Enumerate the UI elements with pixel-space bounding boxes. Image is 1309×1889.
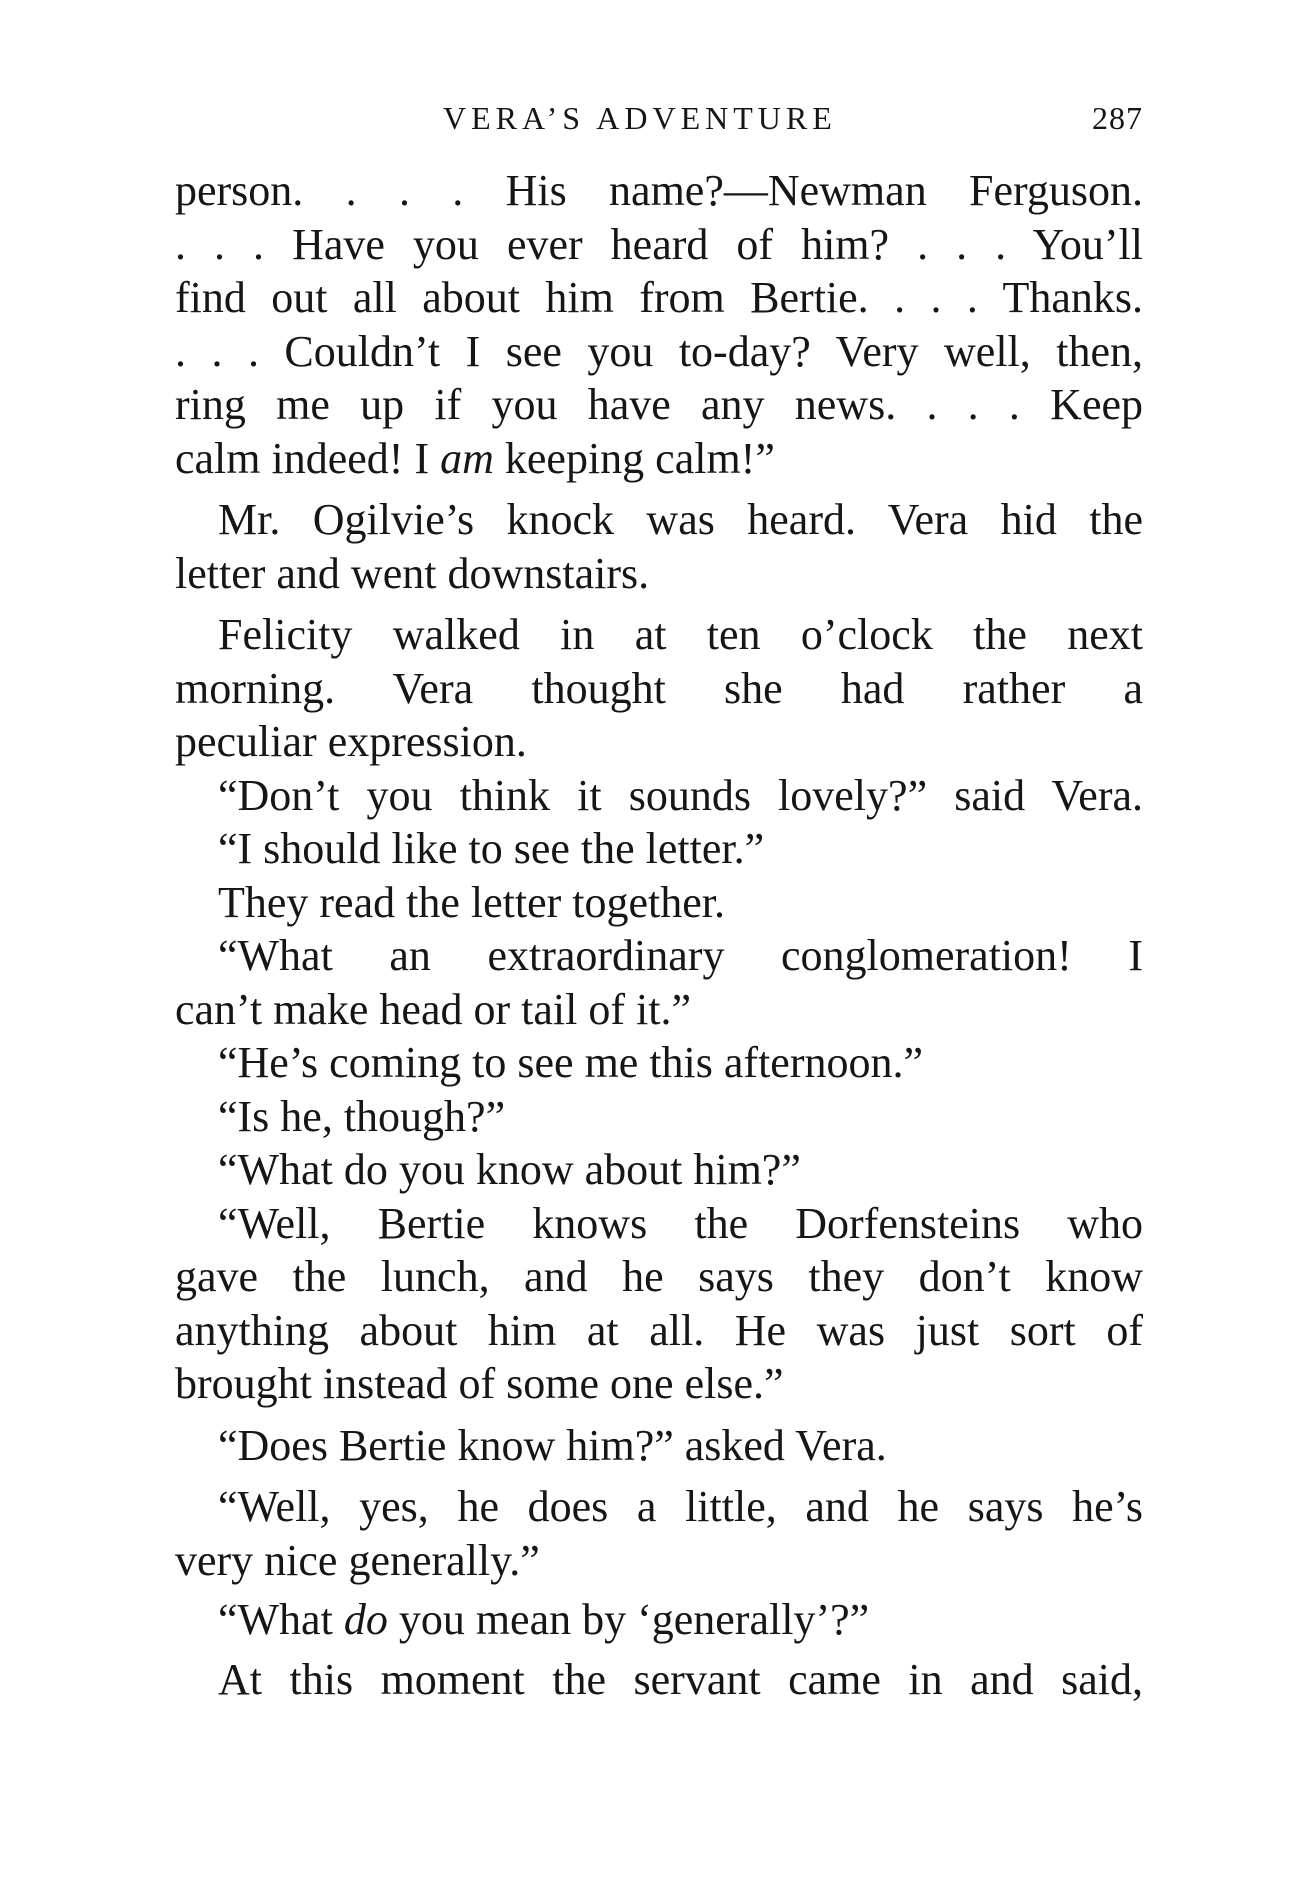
text-line: They read the letter together. (218, 877, 725, 927)
text-line: “He’s coming to see me this afternoon.” (218, 1038, 924, 1087)
text-line: “I should like to see the letter.” (218, 824, 765, 873)
text-line: “Well, yes, he does a little, and he says he’s (218, 1482, 1143, 1531)
text-line: gave the lunch, and he says they don’t know (175, 1252, 1143, 1301)
text-line (175, 1593, 1143, 1647)
text-line: peculiar expression. (175, 717, 527, 766)
text-line: Felicity walked in at ten o’clock the next (218, 610, 1143, 659)
page-number: 287 (1092, 100, 1143, 136)
text-line: ring me up if you have any news. . . . Keep (175, 380, 1143, 429)
paragraph-break (175, 1411, 1143, 1419)
text-line: . . . Couldn’t I see you to-day? Very well, then, (175, 326, 1143, 376)
italic-word: do (343, 1595, 388, 1644)
text-run: “What (218, 1595, 344, 1644)
text-line: morning. Vera thought she had rather a (175, 663, 1143, 713)
text-line: “Don’t you think it sounds lovely?” said Vera. (218, 770, 1143, 820)
text-line: brought instead of some one else.” (175, 1359, 784, 1408)
text-line: can’t make head or tail of it.” (175, 984, 691, 1034)
text-run: you mean by ‘generally’?” (387, 1595, 870, 1644)
text-line: At this moment the servant came in and said, (218, 1654, 1143, 1704)
text-line: letter and went downstairs. (175, 548, 650, 598)
text-line: “Well, Bertie knows the Dorfensteins who (218, 1198, 1143, 1248)
running-head: VERA’S ADVENTURE (443, 100, 837, 136)
text-line: anything about him at all. He was just sort of (175, 1305, 1143, 1355)
page-header (175, 98, 1143, 138)
text-line: find out all about him from Bertie. . . . Thanks. (175, 273, 1143, 322)
text-line: very nice generally.” (175, 1535, 540, 1585)
text-line: “What do you know about him?” (218, 1145, 801, 1194)
text-line: “Does Bertie know him?” asked Vera. (218, 1420, 887, 1470)
italic-word: am (440, 433, 494, 483)
text-line (175, 432, 1143, 486)
text-run: calm indeed! I (175, 433, 441, 483)
text-line: “Is he, though?” (218, 1091, 506, 1141)
text-line: . . . Have you ever heard of him? . . . You’ll (175, 219, 1143, 269)
text-line: Mr. Ogilvie’s knock was heard. Vera hid the (218, 495, 1143, 544)
paragraph-break (175, 485, 1143, 493)
paragraph-break (175, 1472, 1143, 1480)
body-text (175, 164, 1143, 1706)
text-line: person. . . . His name?—Newman Ferguson. (175, 166, 1143, 215)
paragraph-break (175, 600, 1143, 608)
text-run: keeping calm!” (493, 433, 775, 483)
text-line: “What an extraordinary conglomeration! I (218, 931, 1143, 980)
